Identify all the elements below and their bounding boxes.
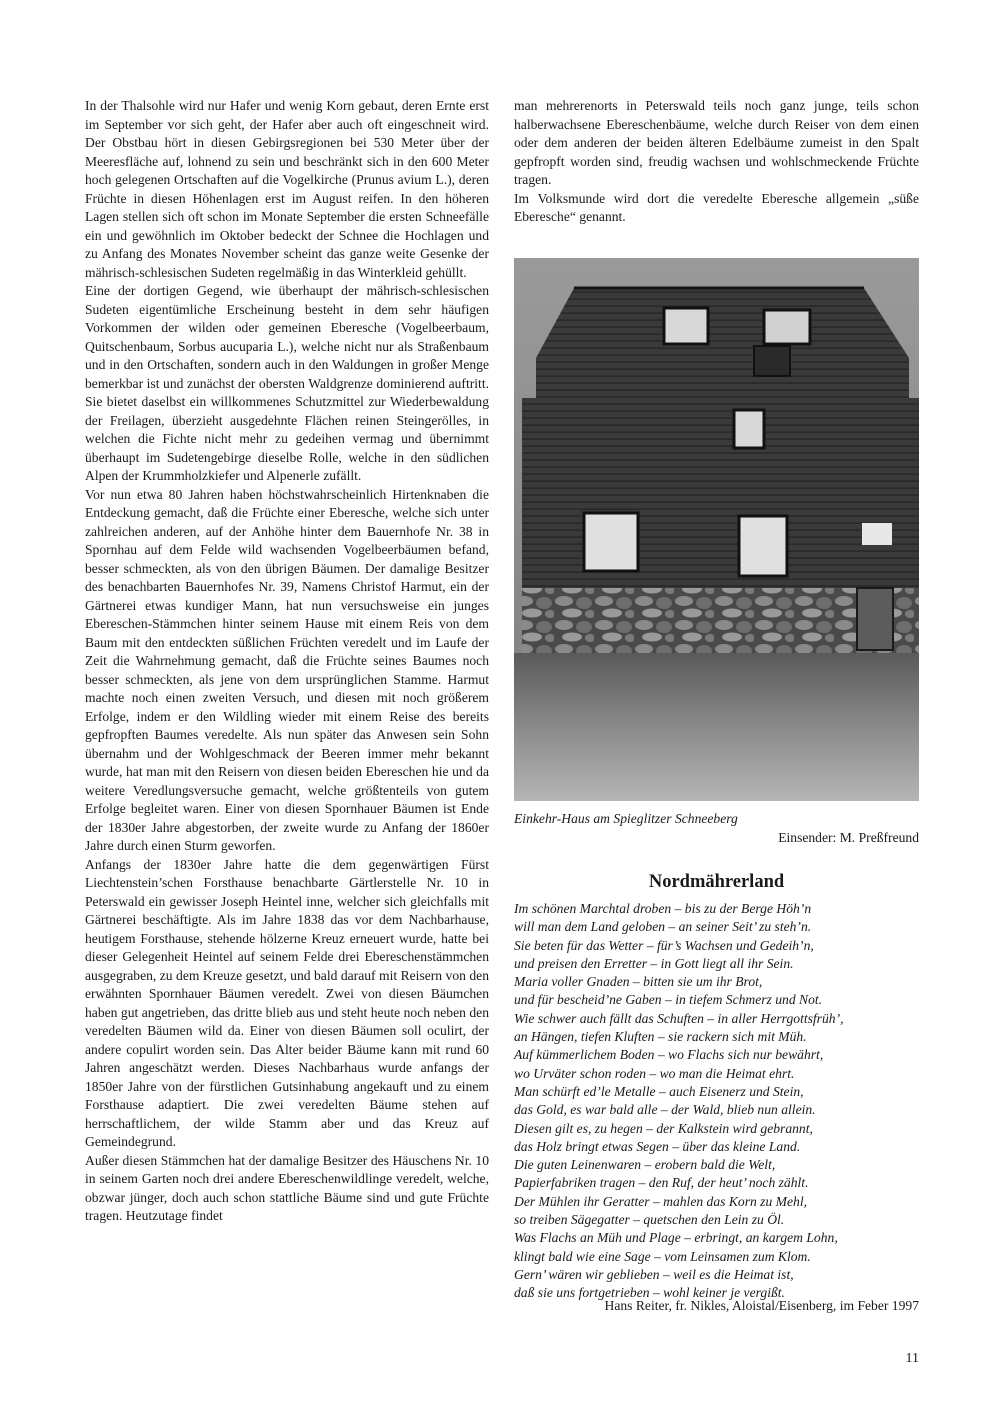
paragraph: Anfangs der 1830er Jahre hatte die dem gegenwärtigen Fürst Liechtenstein’schen Forsthause benachbarte Gärtlerstelle Nr. 10 in Peterswald ein gewisser Joseph Heintel inne, welcher sich gleichfalls mit Gärtnerei beschäftigte. Als im Jahre 1838 das vor dem Nachbarhause, heutigem Forsthause, stehende hölzerne Kreuz erneuert wurde, hatte bei dieser Gelegenheit Heintel auf seinem Felde drei Ebereschenstämmchen ausgegraben, zu dem Kreuze gesetzt, und bald darauf mit Reisern von den erwähnten Spornhauer Bäumen veredelt. Zwei von diesen Bäumchen haben gut angetrieben, das dritte blieb aus und steht heute noch neben den veredelten Bäumen wild da. Einer von diesen Bäumen soll oculirt, der andere copulirt worden sein. Das Alter beider Bäume kann mit rund 60 Jahren angeschätzt werden. Dieses Nachbarhaus wurde anfangs der 1850er Jahre von der fürstlichen Gutsinhabung angekauft und zu einem Forsthause adaptiert. Die zwei veredelten Bäume stehen auf herrschaftlichem, der wilde Stamm aber und das Kreuz auf Gemeindegrund. bbox=[85, 856, 489, 1149]
paragraph: man mehrerenorts in Peterswald teils noch ganz junge, teils schon halberwachsene Ebereschenbäume, welche durch Reiser von dem einen oder dem anderen der beiden älteren Edelbäume zumeist in den Spalt gepfropft worden sind, freudig wachsen und wohlschmeckende Früchte tragen. bbox=[514, 98, 919, 187]
paragraph: In der Thalsohle wird nur Hafer und wenig Korn gebaut, deren Ernte erst im September vor sich geht, der Hafer aber auch oft eingeschneit wird. Der Obstbau hört in diesen Gebirgsregionen bei 530 Meter über der Meeresfläche auf, lohnend zu sein und beschränkt sich in den 600 Meter hoch gelegenen Ortschaften auf die Vogelkirche (Prunus avium L.), deren Früchte in diesen Höhenlagen erst im August reifen. In den höheren Lagen stellen sich oft schon im Monate September die ersten Schneefälle ein und gewöhnlich im Oktober bedeckt der Schnee die Hochlagen und zu Anfang des Monates November scheint das ganze weite Gesenke der mährisch-schlesischen Sudeten regelmäßig in das Winterkleid gehüllt. bbox=[85, 98, 489, 280]
poem-line: wo Urväter schon roden – wo man die Heimat ehrt. bbox=[514, 1065, 795, 1081]
caption-title: Einkehr-Haus am Spieglitzer Schneeberg bbox=[514, 811, 738, 826]
left-column bbox=[85, 97, 489, 1226]
poem-line: Gern’ wären wir geblieben – weil es die Heimat ist, bbox=[514, 1266, 794, 1282]
poem-line: daß sie uns fortgetrieben – wohl keiner je vergißt. bbox=[514, 1285, 785, 1301]
poem-line: klingt bald wie eine Sage – vom Leinsamen zum Klom. bbox=[514, 1248, 811, 1264]
poem-line: das Gold, es war bald alle – der Wald, blieb nun allein. bbox=[514, 1102, 816, 1118]
poem-line: das Holz bringt etwas Segen – über das kleine Land. bbox=[514, 1138, 801, 1154]
poem-line: Sie beten für das Wetter – für’s Wachsen und Gedeih’n, bbox=[514, 937, 814, 953]
house-photo bbox=[514, 258, 919, 801]
poem-line: Auf kümmerlichem Boden – wo Flachs sich nur bewährt, bbox=[514, 1047, 824, 1063]
poem bbox=[514, 900, 919, 1303]
poem-line: Der Mühlen ihr Geratter – mahlen das Korn zu Mehl, bbox=[514, 1193, 807, 1209]
poem-line: und für bescheid’ne Gaben – in tiefem Schmerz und Not. bbox=[514, 992, 823, 1008]
poem-line: Man schürft ed’le Metalle – auch Eisenerz und Stein, bbox=[514, 1083, 804, 1099]
poem-line: will man dem Land geloben – an seiner Seit’ zu steh’n. bbox=[514, 919, 812, 935]
poem-line: Die guten Leinenwaren – erobern bald die Welt, bbox=[514, 1157, 776, 1173]
poem-line: Wie schwer auch fällt das Schuften – in aller Herrgottsfrüh’, bbox=[514, 1010, 844, 1026]
poem-signature: Hans Reiter, fr. Nikles, Aloistal/Eisenberg, im Feber 1997 bbox=[604, 1298, 919, 1313]
poem-line: so treiben Sägegatter – quetschen den Lein zu Öl. bbox=[514, 1212, 785, 1228]
photo-caption bbox=[514, 809, 919, 847]
poem-line: Diesen gilt es, zu hegen – der Kalkstein wird gebrannt, bbox=[514, 1120, 813, 1136]
right-column bbox=[514, 97, 919, 227]
poem-line: an Hängen, tiefen Kluften – sie rackern sich mit Müh. bbox=[514, 1029, 807, 1045]
paragraph: Im Volksmunde wird dort die veredelte Eberesche allgemein „süße Eberesche“ genannt. bbox=[514, 190, 919, 224]
poem-title: Nordmährerland bbox=[648, 872, 785, 892]
poem-line: Im schönen Marchtal droben – bis zu der Berge Höh’n bbox=[514, 901, 812, 916]
poem-line: Was Flachs an Müh und Plage – erbringt, an kargem Lohn, bbox=[514, 1230, 838, 1246]
page-number: 11 bbox=[905, 1351, 919, 1366]
paragraph: Eine der dortigen Gegend, wie überhaupt der mährisch-schlesischen Sudeten eigentümliche Erscheinung besteht in dem sehr häufigen Vorkommen der wilden oder gemeinen Eberesche (Vogelbeerbaum, Quitschenbaum, Sorbus aucuparia L.), welche nicht nur als Straßenbaum und in den Ortschaften, sondern auch in den Waldungen in großer Menge bemerkbar ist und zunächst der obersten Waldgrenze dominierend auftritt. Sie bietet daselbst ein willkommenes Schutzmittel zur Wiederbewaldung der Freilagen, überzieht ausgedehnte Flächen reinen Steingerölles, in welchen die Fichte nicht mehr zu gedeihen vermag und übernimmt überhaupt im Sudetengebirge dieselbe Rolle, welche in den südlichen Alpen der Krummholzkiefer und Alpenerle zufällt. bbox=[85, 283, 489, 483]
house-illustration bbox=[514, 258, 919, 801]
paragraph: Außer diesen Stämmchen hat der damalige Besitzer des Häuschens Nr. 10 in seinem Garten noch drei andere Ebereschenwildlinge veredelt, welche, obzwar jünger, doch auch schon stattliche Bäume sind und gute Früchte tragen. Heutzutage findet bbox=[85, 1152, 489, 1223]
poem-line: Papierfabriken tragen – den Ruf, der heut’ noch zählt. bbox=[514, 1175, 809, 1191]
caption-sender: Einsender: M. Preßfreund bbox=[778, 830, 919, 845]
paragraph: Vor nun etwa 80 Jahren haben höchstwahrscheinlich Hirtenknaben die Entdeckung gemacht, daß die Früchte einer Eberesche, welche sich unter zahlreichen anderen, auf der Anhöhe hinter dem Bauernhofe Nr. 38 in Spornhau auf dem Felde wild wachsenden Vogelbeerbäumen befand, besser schmeckten, als von den übrigen Bäumen. Der damalige Besitzer des benachbarten Bauernhofes Nr. 39, Namens Christof Harmut, ein der Gärtnerei etwas kundiger Mann, hat nun versuchsweise ein junges Ebereschen-Stämmchen hinter seinem Hause mit einem Reis von dem Baum mit den entdeckten süßlichen Früchten veredelt und im Laufe der Zeit die Wahrnehmung gemacht, daß die Früchte seines Baumes noch besser schmeckten, als jene von dem ursprünglichen Stamme. Harmut machte noch einen zweiten Versuch, und diesen mit noch größerem Erfolge, indem er den Wildling wieder mit einem Reise des bereits gepfropften Baumes veredelte. Als nun später das Anwesen sein Sohn übernahm und der Wohlgeschmack der Beeren immer mehr bekannt wurde, hat man mit den Reisern von diesen beiden Ebereschen hie und da weitere Veredlungsversuche gemacht, welche größtenteils von gutem Erfolge begleitet waren. Einer von diesen Spornhauer Bäumen ist Ende der 1830er Jahre abgestorben, der zweite wurde zu Anfang der 1860er Jahre durch einen Sturm geworfen. bbox=[85, 486, 489, 853]
poem-line: und preisen den Erretter – in Gott liegt all ihr Sein. bbox=[514, 955, 794, 971]
poem-line: Maria voller Gnaden – bitten sie um ihr Brot, bbox=[514, 974, 763, 990]
